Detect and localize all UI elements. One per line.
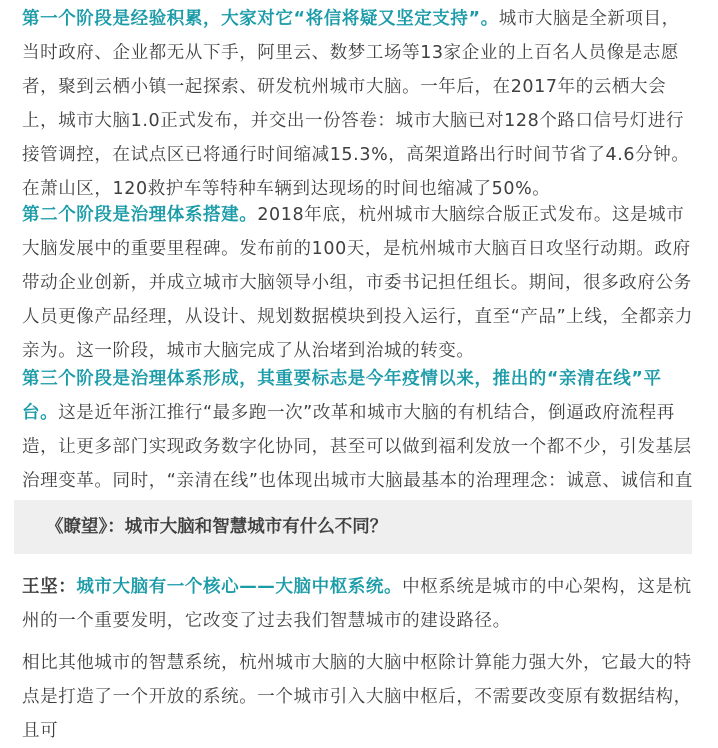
comparison-text: 相比其他城市的智慧系统，杭州城市大脑的大脑中枢除计算能力强大外，它最大的特点是打造了一个开放的系统。一个城市引入大脑中枢后，不需要改变原有数据结构，且可 (22, 653, 692, 741)
stage-one-text: 城市大脑是全新项目，当时政府、企业都无从下手，阿里云、数梦工场等13家企业的上百名人员像是志愿者，聚到云栖小镇一起探索、研发杭州城市大脑。一年后，在2017年的云栖大会上，城市大脑1.0正式发布，并交出一份答卷：城市大脑已对128个路口信号灯进行接管调控，在试点区已将通行时间缩减15.3%，高架道路出行时间节省了4.6分钟。在萧山区，120救护车等特种车辆到达现场的时间也缩减了50%。 (22, 9, 690, 199)
stage-two-heading: 第二个阶段是治理体系搭建。 (22, 205, 258, 225)
paragraph-answer (22, 570, 694, 638)
paragraph-comparison (22, 646, 694, 748)
stage-three-text: 这是近年浙江推行“最多跑一次”改革和城市大脑的有机结合，倒逼政府流程再造，让更多部门实现政务数字化协同，甚至可以做到福利发放一个都不少，引发基层治理变革。同时，“亲清在线”也体现出城市大脑最基本的治理理念：诚意、诚信和直 (22, 403, 693, 491)
paragraph-stage-one (22, 2, 694, 206)
stage-two-text: 2018年底，杭州城市大脑综合版正式发布。这是城市大脑发展中的重要里程碑。发布前的100天，是杭州城市大脑百日攻坚行动期。政府带动企业创新，并成立城市大脑领导小组，市委书记担任组长。期间，很多政府公务人员更像产品经理，从设计、规划数据模块到投入运行，直至“产品”上线，全都亲力亲为。这一阶段，城市大脑完成了从治堵到治城的转变。 (22, 205, 693, 361)
speaker-name: 王坚： (22, 577, 77, 597)
stage-one-heading: 第一个阶段是经验积累，大家对它“将信将疑又坚定支持”。 (22, 9, 499, 29)
interview-question: 《瞭望》：城市大脑和智慧城市有什么不同？ (46, 517, 388, 537)
paragraph-stage-two (22, 198, 694, 368)
question-box (14, 500, 692, 554)
answer-text: 中枢系统是城市的中心架构，这是杭州的一个重要发明，它改变了过去我们智慧城市的建设路径。 (22, 577, 692, 631)
answer-heading: 城市大脑有一个核心——大脑中枢系统。 (76, 577, 403, 597)
stage-three-heading: 第三个阶段是治理体系形成，其重要标志是今年疫情以来，推出的“亲清在线”平台。 (22, 369, 662, 423)
